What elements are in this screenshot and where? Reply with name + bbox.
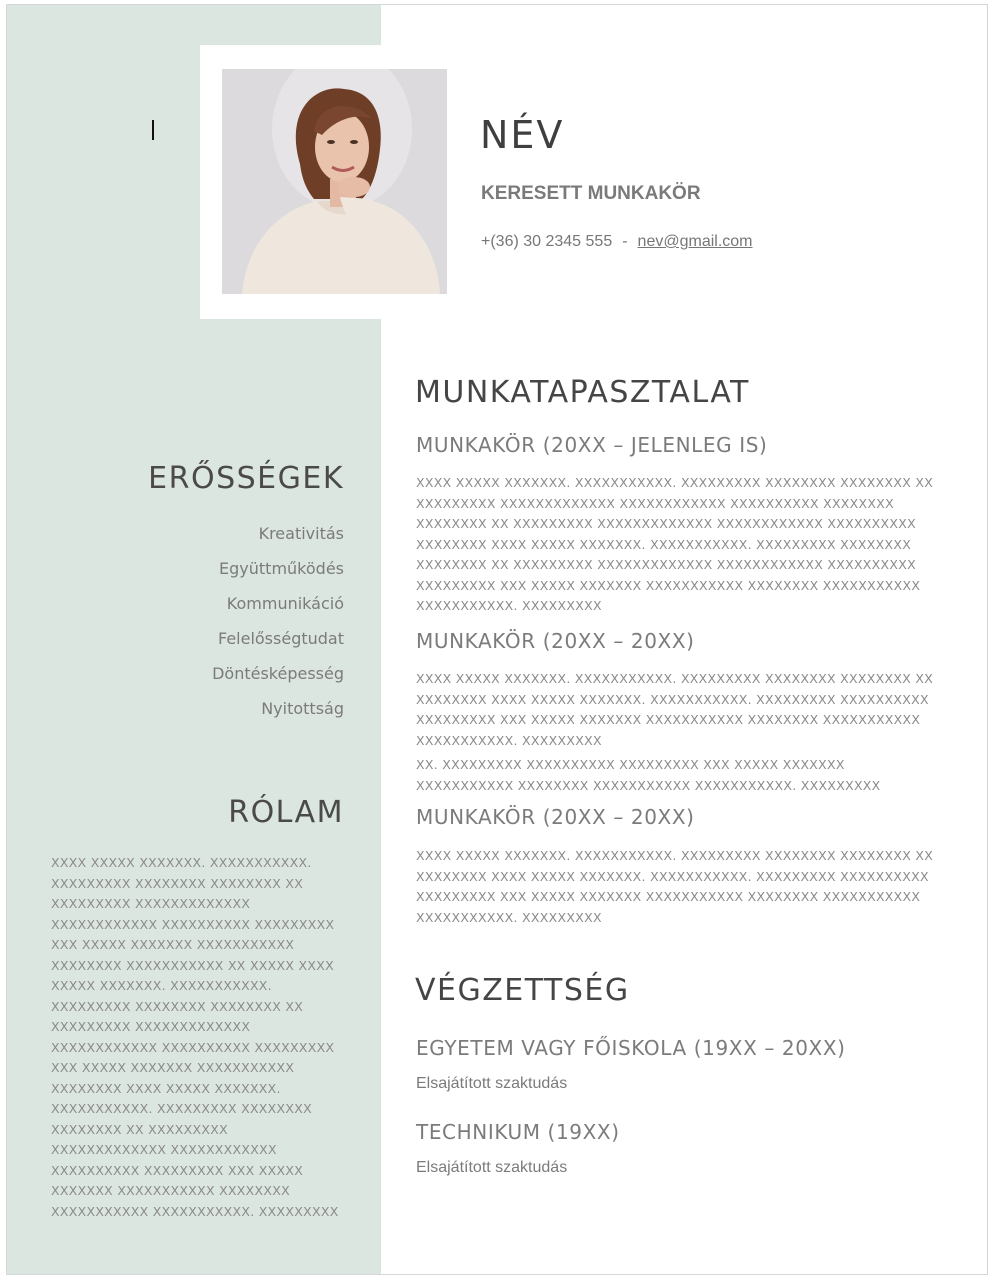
education-desc-1: Elsajátított szaktudás [416, 1075, 568, 1092]
resume-page [6, 4, 988, 1275]
education-heading: VÉGZETTSÉG [415, 973, 630, 1008]
job-title-3: MUNKAKÖR (20XX – 20XX) [416, 805, 695, 829]
candidate-name: NÉV [480, 113, 565, 157]
experience-heading: MUNKATAPASZTALAT [415, 375, 750, 410]
contact-line [481, 233, 753, 251]
strength-item: Nyitottság [261, 699, 344, 718]
job-title-1: MUNKAKÖR (20XX – JELENLEG IS) [416, 433, 768, 457]
strength-item: Kommunikáció [226, 594, 344, 613]
education-title-2: TECHNIKUM (19XX) [416, 1120, 620, 1144]
job-description-1: XXXX XXXXX XXXXXXX. XXXXXXXXXXX. XXXXXXXXX XXXXXXXX XXXXXXXX XX XXXXXXXXX XXXXXXXXXXXXX XXXXXXXXXXXX XXXXXXXXXX XXXXXXXX XXXXXXXX XX XXXXXXXXX XXXXXXXXXXXXX XXXXXXXXXXXX XXXXXXXXXX XXXXXXXX XXXX XXXXX XXXXXXX. XXXXXXXXXXX. XXXXXXXXX XXXXXXXX XXXXXXXX XX XXXXXXXXX XXXXXXXXXXXXX XXXXXXXXXXXX XXXXXXXXXX XXXXXXXXX XXX XXXXX XXXXXXX XXXXXXXXXXX XXXXXXXX XXXXXXXXXXX XXXXXXXXXXX. XXXXXXXXX [416, 475, 934, 613]
portrait-image [222, 69, 447, 294]
education-desc-2: Elsajátított szaktudás [416, 1159, 568, 1176]
job-title-2: MUNKAKÖR (20XX – 20XX) [416, 629, 695, 653]
about-text: XXXX XXXXX XXXXXXX. XXXXXXXXXXX. XXXXXXXXX XXXXXXXX XXXXXXXX XX XXXXXXXXX XXXXXXXXXXXXX XXXXXXXXXXXX XXXXXXXXXX XXXXXXXXX XXX XXXXX XXXXXXX XXXXXXXXXXX XXXXXXXX XXXXXXXXXXX XX XXXXX XXXX XXXXX XXXXXXX. XXXXXXXXXXX. XXXXXXXXX XXXXXXXX XXXXXXXX XX XXXXXXXXX XXXXXXXXXXXXX XXXXXXXXXXXX XXXXXXXXXX XXXXXXXXX XXX XXXXX XXXXXXX XXXXXXXXXXX XXXXXXXX XXXX XXXXX XXXXXXX. XXXXXXXXXXX. XXXXXXXXX XXXXXXXX XXXXXXXX XX XXXXXXXXX XXXXXXXXXXXXX XXXXXXXXXXXX XXXXXXXXXX XXXXXXXXX XXX XXXXX XXXXXXX XXXXXXXXXXX XXXXXXXX XXXXXXXXXXX XXXXXXXXXXX. XXXXXXXXX [51, 855, 339, 1219]
photo-frame [200, 45, 450, 319]
text-cursor [152, 120, 154, 140]
education-title-1: EGYETEM VAGY FŐISKOLA (19XX – 20XX) [416, 1036, 846, 1060]
strengths-list [212, 521, 344, 731]
profile-photo[interactable] [222, 69, 447, 294]
strength-item: Döntésképesség [212, 664, 344, 683]
job-description-2-extra: XX. XXXXXXXXX XXXXXXXXXX XXXXXXXXX XXX XXXXX XXXXXXX XXXXXXXXXXX XXXXXXXX XXXXXXXXXXX XXXXXXXXXXX. XXXXXXXXX [416, 757, 881, 793]
phone-number: +(36) 30 2345 555 [481, 233, 613, 250]
job-description-3: XXXX XXXXX XXXXXXX. XXXXXXXXXXX. XXXXXXXXX XXXXXXXX XXXXXXXX XX XXXXXXXX XXXX XXXXX XXXXXXX. XXXXXXXXXXX. XXXXXXXXX XXXXXXXXXX XXXXXXXXX XXX XXXXX XXXXXXX XXXXXXXXXXX XXXXXXXX XXXXXXXXXXX XXXXXXXXXXX. XXXXXXXXX [416, 848, 934, 925]
strengths-heading: ERŐSSÉGEK [148, 461, 344, 496]
strength-item: Kreativitás [258, 524, 344, 543]
desired-job-title: KERESETT MUNKAKÖR [481, 183, 701, 204]
about-heading: RÓLAM [228, 795, 344, 830]
strength-item: Felelősségtudat [217, 629, 344, 648]
contact-separator: - [622, 233, 628, 250]
strength-item: Együttműködés [219, 559, 344, 578]
job-description-2: XXXX XXXXX XXXXXXX. XXXXXXXXXXX. XXXXXXXXX XXXXXXXX XXXXXXXX XX XXXXXXXX XXXX XXXXX XXXXXXX. XXXXXXXXXXX. XXXXXXXXX XXXXXXXXXX XXXXXXXXX XXX XXXXX XXXXXXX XXXXXXXXXXX XXXXXXXX XXXXXXXXXXX XXXXXXXXXXX. XXXXXXXXX [416, 671, 934, 748]
email-link[interactable]: nev@gmail.com [637, 233, 753, 250]
